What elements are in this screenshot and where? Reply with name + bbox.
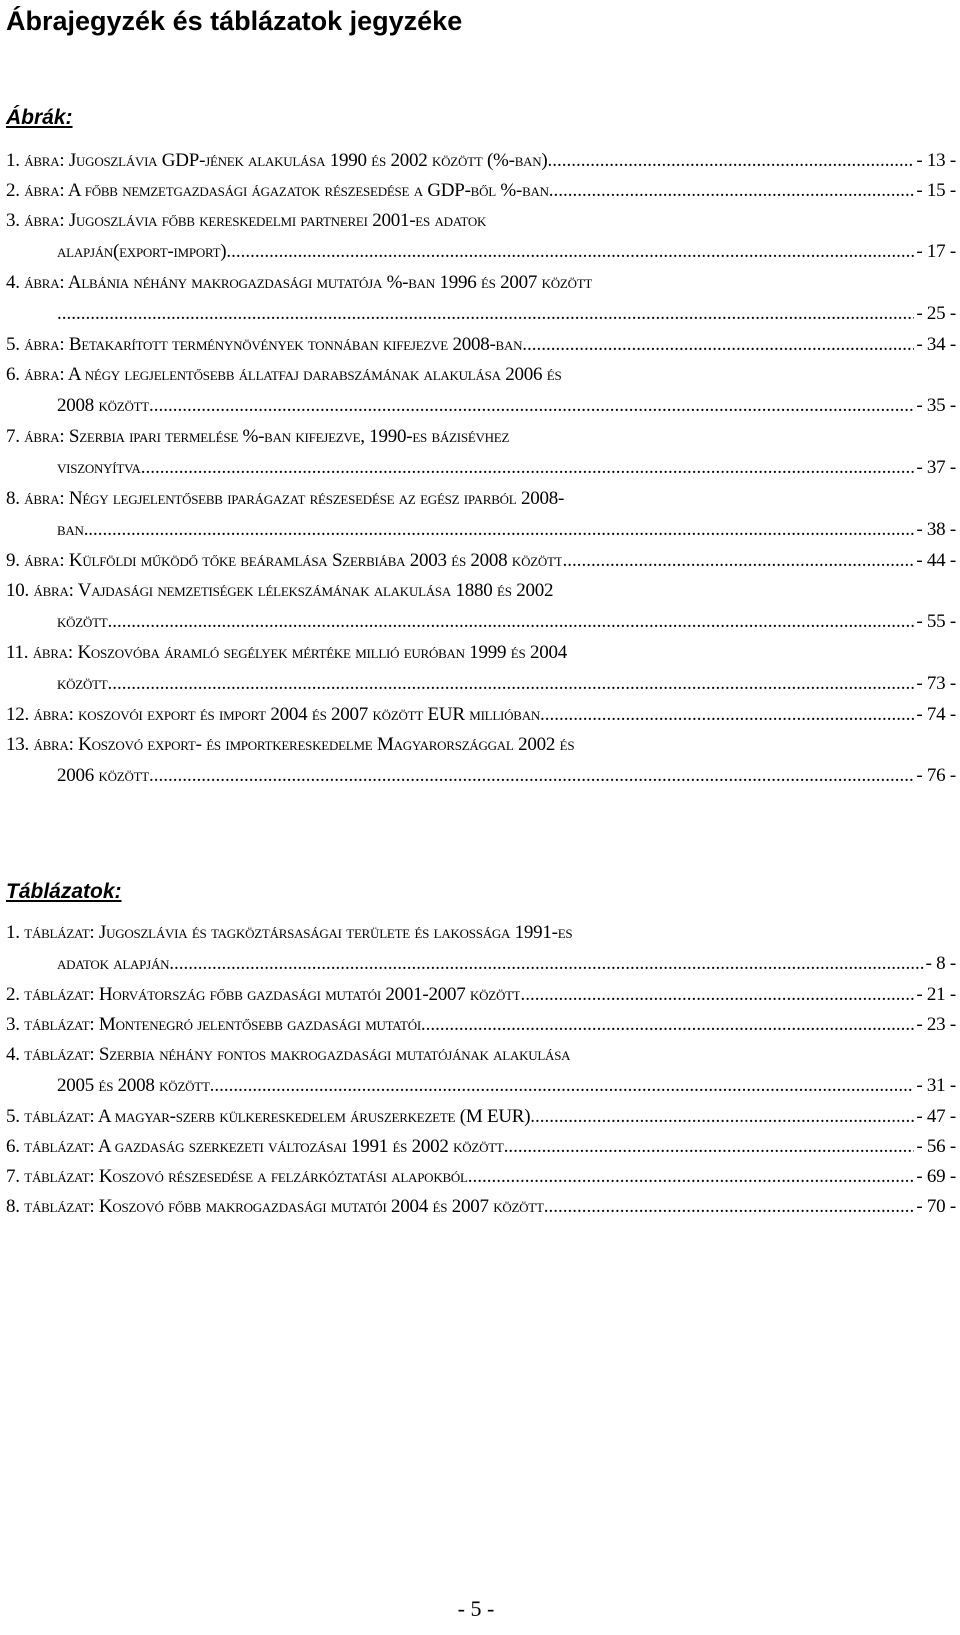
entry-page-number: - 31 - (916, 1075, 956, 1096)
page-title: Ábrajegyzék és táblázatok jegyzéke (6, 6, 463, 36)
dot-leader (520, 984, 914, 1006)
entry-title-continuation: alapján(export-import) (57, 241, 227, 262)
entry-page-number: - 15 - (916, 180, 956, 201)
dot-leader (169, 953, 923, 975)
entry-title: 1. táblázat: Jugoszlávia és tagköztársaságai területe és lakossága 1991-es (6, 922, 573, 943)
entry-title-continuation: ban. (57, 519, 89, 540)
table-entry[interactable] (6, 1127, 956, 1157)
figure-entry[interactable] (6, 571, 956, 633)
entry-title: 11. ábra: Koszovóba áramló segélyek mértéke millió euróban 1999 és 2004 (6, 642, 567, 663)
entry-page-number: - 23 - (916, 1014, 956, 1035)
figure-entry[interactable] (6, 141, 956, 171)
entry-page-number: - 8 - (925, 953, 956, 974)
table-entry[interactable] (6, 1005, 956, 1035)
entry-title: 5. ábra: Betakarított terménynövények tonnában kifejezve 2008-ban (6, 334, 523, 355)
entry-title: 8. ábra: Négy legjelentősebb iparágazat részesedése az egész iparból 2008- (6, 488, 565, 509)
entry-page-number: - 21 - (916, 984, 956, 1005)
figure-entry[interactable] (6, 325, 956, 355)
dot-leader (108, 673, 915, 695)
table-entry[interactable] (6, 1097, 956, 1127)
entry-title: 9. ábra: Külföldi működő tőke beáramlása Szerbiába 2003 és 2008 között (6, 550, 563, 571)
page-number: - 5 - (457, 1596, 495, 1621)
figure-entry[interactable] (6, 541, 956, 571)
dot-leader (544, 1196, 915, 1218)
dot-leader (210, 1075, 915, 1097)
dot-leader (504, 1136, 915, 1158)
entry-title-continuation: 2006 között (57, 765, 149, 786)
table-entry[interactable] (6, 913, 956, 975)
entry-page-number: - 69 - (916, 1166, 956, 1187)
entry-title: 12. ábra: koszovói export és import 2004 és 2007 között EUR millióban (6, 704, 540, 725)
dot-leader (57, 303, 914, 325)
figures-heading: Ábrák: (6, 106, 73, 129)
entry-title: 7. táblázat: Koszovó részesedése a felzárkóztatási alapokból (6, 1166, 468, 1187)
entry-title: 4. ábra: Albánia néhány makrogazdasági mutatója %-ban 1996 és 2007 között (6, 272, 593, 293)
entry-page-number: - 70 - (916, 1196, 956, 1217)
figure-entry[interactable] (6, 355, 956, 417)
entry-title: 2. ábra: A főbb nemzetgazdasági ágazatok részesedése a GDP-ből %-ban (6, 180, 549, 201)
entry-page-number: - 74 - (916, 704, 956, 725)
entry-page-number: - 34 - (916, 334, 956, 355)
dot-leader (468, 1166, 915, 1188)
table-entry[interactable] (6, 1035, 956, 1097)
dot-leader (421, 1014, 914, 1036)
entry-title: 1. ábra: Jugoszlávia GDP-jének alakulása 1990 és 2002 között (%-ban) (6, 150, 548, 171)
figure-entry[interactable] (6, 695, 956, 725)
entry-page-number: - 38 - (916, 519, 956, 540)
entry-title: 10. ábra: Vajdasági nemzetiségek lélekszámának alakulása 1880 és 2002 (6, 580, 554, 601)
entry-title: 2. táblázat: Horvátország főbb gazdasági mutatói 2001-2007 között (6, 984, 521, 1005)
entry-page-number: - 47 - (916, 1106, 956, 1127)
entry-title-continuation: 2005 és 2008 között (57, 1075, 210, 1096)
dot-leader (547, 150, 914, 172)
table-entry[interactable] (6, 1187, 956, 1217)
entry-page-number: - 73 - (916, 673, 956, 694)
entry-title: 3. táblázat: Montenegró jelentősebb gazdasági mutatói (6, 1014, 421, 1035)
dot-leader (226, 241, 914, 263)
dot-leader (540, 704, 914, 726)
entry-title: 13. ábra: Koszovó export- és importkereskedelme Magyarországgal 2002 és (6, 734, 575, 755)
figure-entry[interactable] (6, 201, 956, 263)
entry-page-number: - 17 - (916, 241, 956, 262)
entry-page-number: - 35 - (916, 395, 956, 416)
entry-page-number: - 55 - (916, 611, 956, 632)
entry-title: 3. ábra: Jugoszlávia főbb kereskedelmi partnerei 2001-es adatok (6, 210, 487, 231)
entry-title-continuation: között (57, 611, 108, 632)
figures-list (6, 141, 956, 787)
entry-page-number: - 25 - (916, 303, 956, 324)
dot-leader (562, 550, 914, 572)
dot-leader (149, 395, 914, 417)
entry-title: 5. táblázat: A magyar-szerb külkereskedelem áruszerkezete (M EUR) (6, 1106, 531, 1127)
entry-title: 4. táblázat: Szerbia néhány fontos makrogazdasági mutatójának alakulása (6, 1044, 571, 1065)
dot-leader (549, 180, 915, 202)
table-entry[interactable] (6, 975, 956, 1005)
entry-title-continuation: adatok alapján (57, 953, 170, 974)
entry-title-continuation: 2008 között (57, 395, 149, 416)
dot-leader (88, 519, 914, 541)
dot-leader (530, 1106, 914, 1128)
figure-entry[interactable] (6, 417, 956, 479)
tables-heading: Táblázatok: (6, 880, 122, 903)
figure-entry[interactable] (6, 171, 956, 201)
tables-list (6, 913, 956, 1217)
entry-page-number: - 76 - (916, 765, 956, 786)
dot-leader (522, 334, 914, 356)
entry-title: 7. ábra: Szerbia ipari termelése %-ban kifejezve, 1990-es bázisévhez (6, 426, 510, 447)
entry-title: 6. táblázat: A gazdaság szerkezeti változásai 1991 és 2002 között (6, 1136, 504, 1157)
figure-entry[interactable] (6, 633, 956, 695)
figure-entry[interactable] (6, 725, 956, 787)
entry-title-continuation: viszonyítva (57, 457, 141, 478)
entry-page-number: - 37 - (916, 457, 956, 478)
entry-page-number: - 44 - (916, 550, 956, 571)
figure-entry[interactable] (6, 479, 956, 541)
entry-title: 6. ábra: A négy legjelentősebb állatfaj darabszámának alakulása 2006 és (6, 364, 562, 385)
dot-leader (149, 765, 914, 787)
entry-page-number: - 13 - (916, 150, 956, 171)
entry-title: 8. táblázat: Koszovó főbb makrogazdasági mutatói 2004 és 2007 között (6, 1196, 544, 1217)
dot-leader (108, 611, 915, 633)
figure-entry[interactable] (6, 263, 956, 325)
entry-page-number: - 56 - (916, 1136, 956, 1157)
entry-title-continuation: között (57, 673, 108, 694)
dot-leader (141, 457, 915, 479)
table-entry[interactable] (6, 1157, 956, 1187)
